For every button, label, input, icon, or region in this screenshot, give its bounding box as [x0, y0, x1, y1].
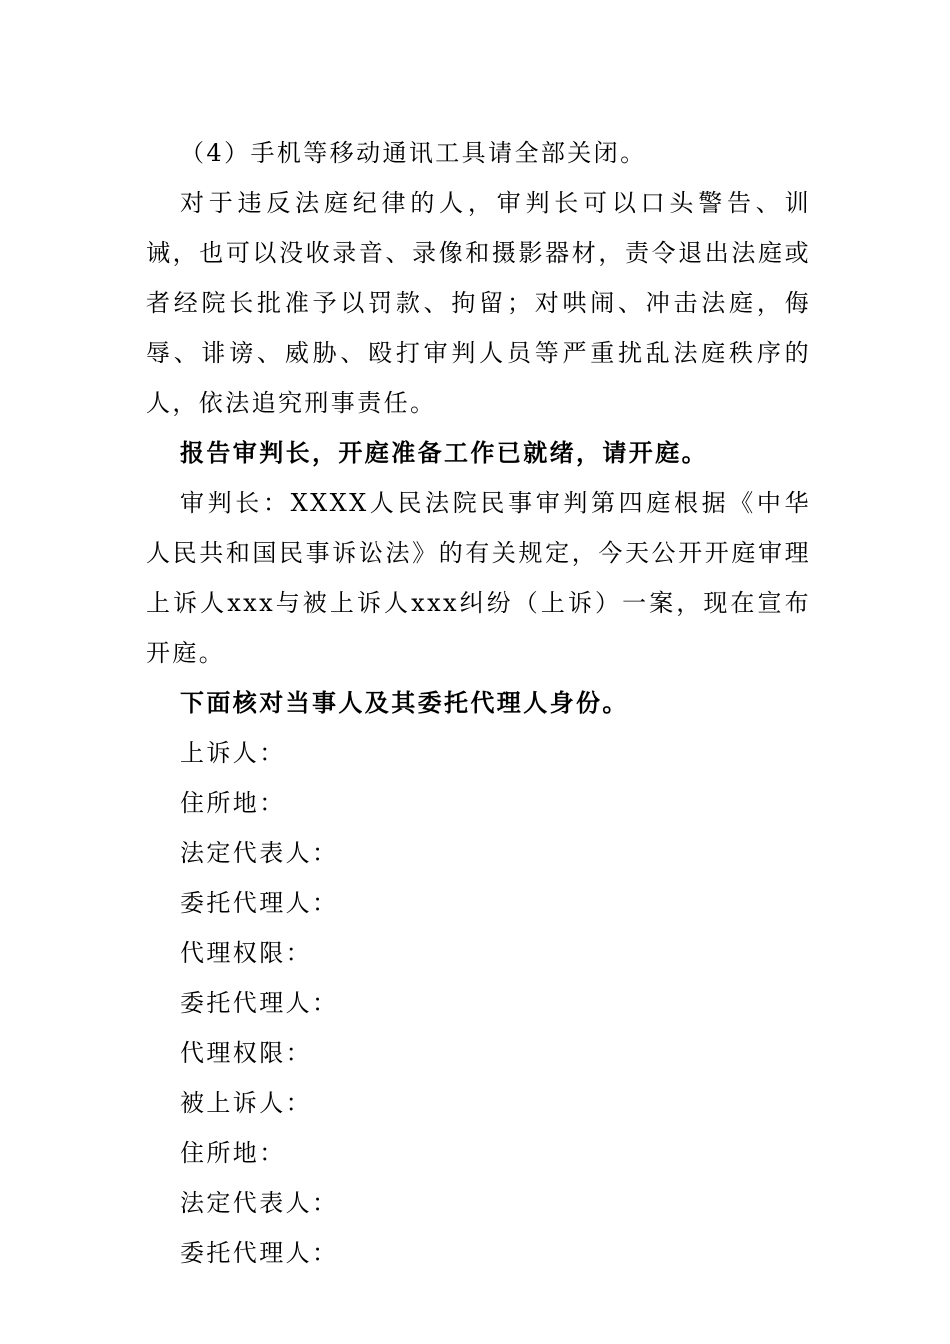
field-appellant-agent-2-authority: 代理权限： — [180, 1039, 312, 1067]
field-appellant-address: 住所地： — [180, 789, 286, 817]
field-appellee-agent: 委托代理人： — [180, 1239, 339, 1267]
field-appellee-address: 住所地： — [180, 1139, 286, 1167]
field-appellant: 上诉人： — [180, 739, 286, 767]
field-appellant-legal-rep: 法定代表人： — [180, 839, 339, 867]
paragraph-presiding-judge: 审判长：XXXX人民法院民事审判第四庭根据《中华人民共和国民事诉讼法》的有关规定，今天公开开庭审理上诉人xxx与被上诉人xxx纠纷（上诉）一案，现在宣布开庭。 — [146, 489, 811, 667]
document-body — [146, 128, 811, 1278]
paragraph-court-discipline: 对于违反法庭纪律的人，审判长可以口头警告、训诫，也可以没收录音、录像和摄影器材，责令退出法庭或者经院长批准予以罚款、拘留；对哄闹、冲击法庭，侮辱、诽谤、威胁、殴打审判人员等严重扰乱法庭秩序的人，依法追究刑事责任。 — [146, 189, 811, 417]
field-appellant-agent-2: 委托代理人： — [180, 989, 339, 1017]
paragraph-identity-check: 下面核对当事人及其委托代理人身份。 — [180, 688, 629, 717]
field-appellee-legal-rep: 法定代表人： — [180, 1189, 339, 1217]
paragraph-phone-rule: （4）手机等移动通讯工具请全部关闭。 — [180, 139, 647, 167]
field-appellee: 被上诉人： — [180, 1089, 312, 1117]
field-appellant-agent-1-authority: 代理权限： — [180, 939, 312, 967]
paragraph-report-ready: 报告审判长，开庭准备工作已就绪，请开庭。 — [180, 438, 708, 467]
field-appellant-agent-1: 委托代理人： — [180, 889, 339, 917]
